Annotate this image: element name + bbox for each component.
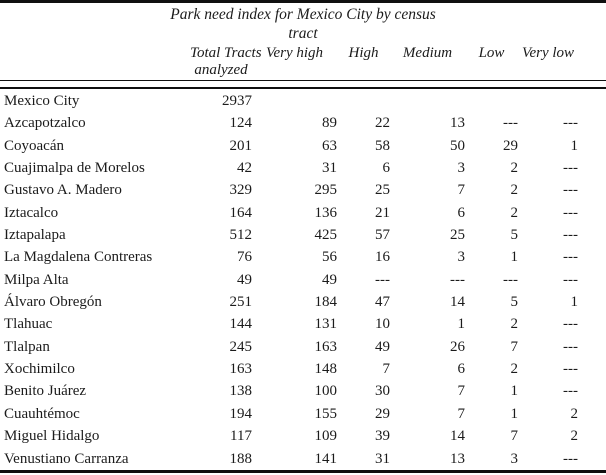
tract-name: Iztacalco: [4, 204, 59, 221]
high-value: 22: [375, 115, 390, 132]
high-value: 31: [375, 450, 390, 467]
very-low-value: 2: [570, 405, 579, 422]
low-value: 2: [510, 361, 518, 378]
table-row: [4, 202, 578, 224]
high-value: ---: [375, 271, 390, 288]
low-value: 1: [510, 249, 518, 266]
medium-value: [390, 90, 465, 112]
medium-value: 7: [457, 182, 465, 199]
very-low-value: ---: [563, 316, 579, 333]
very-high-value: 155: [314, 405, 337, 422]
header-separator-thick-rule: [0, 87, 606, 89]
table-row: [4, 425, 578, 447]
tract-name: Tlalpan: [4, 338, 50, 355]
tract-name: Iztapalapa: [4, 227, 66, 244]
tract-name: Álvaro Obregón: [4, 294, 102, 311]
very-high-value: 63: [322, 137, 337, 154]
very-low-value: ---: [563, 361, 579, 378]
table-row: [4, 157, 578, 179]
high-value: [337, 90, 390, 112]
bottom-rule: [0, 470, 606, 473]
total-tracts-value: 117: [230, 428, 252, 445]
medium-value: 1: [457, 316, 465, 333]
total-tracts-value: 194: [229, 405, 252, 422]
column-header-total-line2: analyzed: [194, 62, 248, 78]
tract-name: Venustiano Carranza: [4, 450, 129, 467]
very-high-value: 425: [314, 227, 337, 244]
low-value: [465, 90, 518, 112]
total-tracts-value: 144: [229, 316, 252, 333]
medium-value: 6: [457, 361, 465, 378]
very-low-value: ---: [563, 115, 579, 132]
very-low-value: ---: [563, 160, 579, 177]
title-row: [4, 5, 578, 45]
table-row: [4, 403, 578, 425]
table-title: [4, 5, 578, 45]
total-tracts-value: 49: [237, 271, 252, 288]
table-row: [4, 291, 578, 313]
table-row: [4, 358, 578, 380]
tract-name: Cuauhtémoc: [4, 405, 80, 422]
column-header-total-tracts: [190, 45, 262, 79]
high-value: 7: [382, 361, 390, 378]
table-row: [4, 313, 578, 335]
low-value: 2: [510, 160, 518, 177]
total-tracts-value: 251: [229, 294, 252, 311]
total-tracts-value: 2937: [222, 93, 252, 109]
low-value: 7: [510, 338, 518, 355]
column-header-very-high: Very high: [265, 45, 324, 61]
table-row: [4, 135, 578, 157]
table-row: [4, 336, 578, 358]
very-high-value: 109: [314, 428, 337, 445]
high-value: 39: [375, 428, 390, 445]
very-high-value: 136: [314, 204, 337, 221]
tract-name: La Magdalena Contreras: [4, 249, 153, 266]
very-low-value: ---: [563, 227, 579, 244]
very-low-value: [518, 90, 578, 112]
low-value: 2: [510, 316, 518, 333]
low-value: 7: [510, 428, 518, 445]
high-value: 57: [375, 227, 390, 244]
high-value: 58: [375, 137, 390, 154]
tract-name: Tlahuac: [4, 316, 53, 333]
tract-name: Azcapotzalco: [4, 115, 86, 132]
very-low-value: ---: [563, 204, 579, 221]
low-value: 2: [510, 204, 518, 221]
total-tracts-value: 164: [229, 204, 252, 221]
high-value: 29: [375, 405, 390, 422]
very-low-value: ---: [563, 271, 579, 288]
tract-name: Xochimilco: [4, 361, 75, 378]
tract-name: Milpa Alta: [4, 271, 69, 288]
low-value: 1: [510, 405, 518, 422]
medium-value: 14: [450, 294, 465, 311]
table-row: [4, 224, 578, 246]
table-row: [4, 90, 578, 112]
table-title-line2: tract: [288, 25, 318, 42]
high-value: 47: [375, 294, 390, 311]
column-header-total-line1: Total Tracts: [190, 45, 262, 61]
low-value: ---: [503, 115, 518, 132]
very-high-value: [252, 90, 337, 112]
medium-value: 7: [457, 405, 465, 422]
low-value: ---: [503, 271, 518, 288]
total-tracts-value: 76: [237, 249, 252, 266]
very-high-value: 184: [314, 294, 337, 311]
table-row: [4, 112, 578, 134]
column-header-high: High: [348, 45, 379, 61]
very-low-value: ---: [563, 450, 579, 467]
header-separator-thin-rule: [0, 80, 606, 81]
medium-value: 25: [450, 227, 465, 244]
low-value: 3: [510, 450, 518, 467]
very-high-value: 131: [314, 316, 337, 333]
medium-value: 7: [457, 383, 465, 400]
very-high-value: 100: [314, 383, 337, 400]
very-high-value: 295: [314, 182, 337, 199]
very-low-value: 1: [570, 294, 579, 311]
very-low-value: ---: [563, 182, 579, 199]
medium-value: ---: [450, 271, 465, 288]
medium-value: 14: [450, 428, 465, 445]
total-tracts-value: 163: [229, 361, 252, 378]
very-high-value: 141: [314, 450, 337, 467]
tract-name: Miguel Hidalgo: [4, 428, 100, 445]
total-tracts-value: 201: [229, 137, 252, 154]
total-tracts-value: 138: [229, 383, 252, 400]
medium-value: 50: [450, 137, 465, 154]
table-row: [4, 380, 578, 402]
column-header-very-low: Very low: [521, 45, 575, 61]
total-tracts-value: 329: [229, 182, 252, 199]
park-need-index-table: [4, 5, 578, 470]
top-rule: [0, 0, 606, 3]
medium-value: 3: [457, 160, 465, 177]
medium-value: 13: [450, 115, 465, 132]
high-value: 25: [375, 182, 390, 199]
low-value: 5: [510, 227, 518, 244]
table-title-line1: Park need index for Mexico City by census: [170, 6, 436, 23]
table-row: [4, 448, 578, 470]
very-low-value: 2: [570, 428, 579, 445]
low-value: 5: [510, 294, 518, 311]
medium-value: 3: [457, 249, 465, 266]
high-value: 21: [375, 204, 390, 221]
column-header-row: [4, 45, 578, 79]
high-value: 49: [375, 338, 390, 355]
column-header-tract: [4, 45, 190, 79]
high-value: 30: [375, 383, 390, 400]
total-tracts-value: 124: [229, 115, 252, 132]
medium-value: 26: [450, 338, 465, 355]
high-value: 10: [375, 316, 390, 333]
very-low-value: ---: [563, 249, 579, 266]
tract-name: Mexico City: [4, 93, 80, 109]
very-high-value: 148: [314, 361, 337, 378]
low-value: 1: [510, 383, 518, 400]
total-tracts-value: 188: [229, 450, 252, 467]
very-high-value: 163: [314, 338, 337, 355]
high-value: 6: [382, 160, 390, 177]
very-low-value: ---: [563, 383, 579, 400]
tract-name: Gustavo A. Madero: [4, 182, 122, 199]
very-low-value: ---: [563, 338, 579, 355]
very-low-value: 1: [570, 137, 579, 154]
medium-value: 6: [457, 204, 465, 221]
very-high-value: 49: [322, 271, 337, 288]
low-value: 29: [503, 137, 518, 154]
column-header-medium: Medium: [402, 45, 453, 61]
very-high-value: 31: [322, 160, 337, 177]
tract-name: Benito Juárez: [4, 383, 87, 400]
table-row: [4, 246, 578, 268]
very-high-value: 89: [322, 115, 337, 132]
total-tracts-value: 512: [229, 227, 252, 244]
table-row: [4, 269, 578, 291]
medium-value: 13: [450, 450, 465, 467]
low-value: 2: [510, 182, 518, 199]
total-tracts-value: 42: [237, 160, 252, 177]
table-row: [4, 179, 578, 201]
column-header-low: Low: [478, 45, 505, 61]
total-tracts-value: 245: [229, 338, 252, 355]
very-high-value: 56: [322, 249, 337, 266]
tract-name: Coyoacán: [4, 137, 64, 154]
tract-name: Cuajimalpa de Morelos: [4, 160, 145, 177]
high-value: 16: [375, 249, 390, 266]
